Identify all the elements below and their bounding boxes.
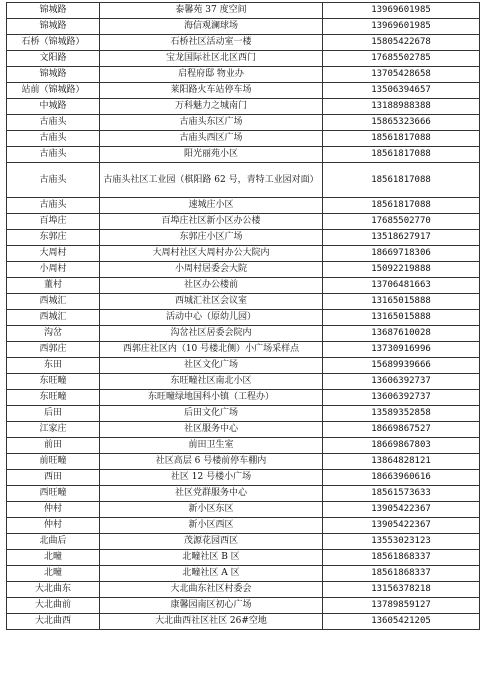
location-cell: 北疃社区 B 区 bbox=[100, 550, 323, 566]
community-cell: 西郭庄 bbox=[7, 342, 100, 358]
table-row bbox=[7, 438, 480, 454]
table-row bbox=[7, 614, 480, 630]
phone-cell: 18561817088 bbox=[323, 163, 480, 198]
table-row bbox=[7, 51, 480, 67]
location-cell: 社区文化广场 bbox=[100, 358, 323, 374]
table-row bbox=[7, 99, 480, 115]
location-cell: 阳光丽苑小区 bbox=[100, 147, 323, 163]
location-cell: 前田卫生室 bbox=[100, 438, 323, 454]
community-cell: 大北曲东 bbox=[7, 582, 100, 598]
table-row bbox=[7, 230, 480, 246]
document-page bbox=[6, 2, 476, 630]
table-row bbox=[7, 422, 480, 438]
location-cell: 启程府邸 物业办 bbox=[100, 67, 323, 83]
table-row bbox=[7, 326, 480, 342]
community-cell: 古庙头 bbox=[7, 115, 100, 131]
table-row bbox=[7, 534, 480, 550]
phone-cell: 13606392737 bbox=[323, 374, 480, 390]
phone-cell: 17685502785 bbox=[323, 51, 480, 67]
community-cell: 西城汇 bbox=[7, 310, 100, 326]
table-row bbox=[7, 454, 480, 470]
community-cell: 西旺疃 bbox=[7, 486, 100, 502]
phone-cell: 13730916996 bbox=[323, 342, 480, 358]
location-cell: 社区高层 6 号楼前停车棚内 bbox=[100, 454, 323, 470]
phone-cell: 18561817088 bbox=[323, 198, 480, 214]
location-cell: 万科魅力之城南门 bbox=[100, 99, 323, 115]
community-cell: 锦城路 bbox=[7, 19, 100, 35]
location-cell: 西城汇社区会议室 bbox=[100, 294, 323, 310]
phone-cell: 13506394657 bbox=[323, 83, 480, 99]
table-row bbox=[7, 214, 480, 230]
phone-cell: 15092219888 bbox=[323, 262, 480, 278]
community-cell: 前田 bbox=[7, 438, 100, 454]
community-cell: 仲村 bbox=[7, 518, 100, 534]
table-row bbox=[7, 278, 480, 294]
location-cell: 新小区西区 bbox=[100, 518, 323, 534]
location-cell: 莱阳路火车站停车场 bbox=[100, 83, 323, 99]
community-cell: 锦城路 bbox=[7, 67, 100, 83]
phone-cell: 18669718306 bbox=[323, 246, 480, 262]
community-cell: 古庙头 bbox=[7, 131, 100, 147]
community-cell: 江家庄 bbox=[7, 422, 100, 438]
phone-cell: 18669867527 bbox=[323, 422, 480, 438]
table-row bbox=[7, 83, 480, 99]
location-cell: 社区 12 号楼小广场 bbox=[100, 470, 323, 486]
phone-cell: 13687610028 bbox=[323, 326, 480, 342]
phone-cell: 13188988388 bbox=[323, 99, 480, 115]
phone-cell: 13789859127 bbox=[323, 598, 480, 614]
table-body bbox=[7, 3, 480, 630]
community-cell: 古庙头 bbox=[7, 198, 100, 214]
phone-cell: 13969601985 bbox=[323, 19, 480, 35]
location-cell: 北疃社区 A 区 bbox=[100, 566, 323, 582]
community-cell: 后田 bbox=[7, 406, 100, 422]
phone-cell: 18561868337 bbox=[323, 566, 480, 582]
community-cell: 西城汇 bbox=[7, 294, 100, 310]
sampling-points-table bbox=[6, 2, 480, 630]
location-cell: 社区党群服务中心 bbox=[100, 486, 323, 502]
community-cell: 东旺疃 bbox=[7, 390, 100, 406]
table-row bbox=[7, 3, 480, 19]
community-cell: 大周村 bbox=[7, 246, 100, 262]
table-row bbox=[7, 310, 480, 326]
table-row bbox=[7, 35, 480, 51]
community-cell: 东田 bbox=[7, 358, 100, 374]
community-cell: 小周村 bbox=[7, 262, 100, 278]
table-row bbox=[7, 582, 480, 598]
table-row bbox=[7, 262, 480, 278]
location-cell: 沟岔社区居委会院内 bbox=[100, 326, 323, 342]
location-cell: 小周村居委会大院 bbox=[100, 262, 323, 278]
community-cell: 站前（锦城路） bbox=[7, 83, 100, 99]
phone-cell: 13605421205 bbox=[323, 614, 480, 630]
table-row bbox=[7, 163, 480, 198]
phone-cell: 17685502770 bbox=[323, 214, 480, 230]
table-row bbox=[7, 598, 480, 614]
location-cell: 古庙头社区工业园（棋阳路 62 号，青特工业园对面） bbox=[100, 163, 323, 198]
table-row bbox=[7, 390, 480, 406]
table-row bbox=[7, 19, 480, 35]
community-cell: 北曲后 bbox=[7, 534, 100, 550]
table-row bbox=[7, 198, 480, 214]
community-cell: 仲村 bbox=[7, 502, 100, 518]
phone-cell: 15805422678 bbox=[323, 35, 480, 51]
table-row bbox=[7, 406, 480, 422]
community-cell: 前旺疃 bbox=[7, 454, 100, 470]
table-row bbox=[7, 550, 480, 566]
table-row bbox=[7, 502, 480, 518]
community-cell: 古庙头 bbox=[7, 163, 100, 198]
phone-cell: 15865323666 bbox=[323, 115, 480, 131]
location-cell: 大北曲西社区社区 26#空地 bbox=[100, 614, 323, 630]
table-row bbox=[7, 486, 480, 502]
location-cell: 速城庄小区 bbox=[100, 198, 323, 214]
location-cell: 石桥社区活动室一楼 bbox=[100, 35, 323, 51]
location-cell: 西郭庄社区内（10 号楼北侧）小广场采样点 bbox=[100, 342, 323, 358]
table-row bbox=[7, 566, 480, 582]
phone-cell: 13969601985 bbox=[323, 3, 480, 19]
location-cell: 社区办公楼前 bbox=[100, 278, 323, 294]
location-cell: 古庙头东区广场 bbox=[100, 115, 323, 131]
community-cell: 北疃 bbox=[7, 566, 100, 582]
location-cell: 泰馨苑 37 度空间 bbox=[100, 3, 323, 19]
table-row bbox=[7, 294, 480, 310]
phone-cell: 13905422367 bbox=[323, 518, 480, 534]
location-cell: 海信观澜球场 bbox=[100, 19, 323, 35]
location-cell: 活动中心（原幼儿园） bbox=[100, 310, 323, 326]
phone-cell: 13156378218 bbox=[323, 582, 480, 598]
location-cell: 茂源花园西区 bbox=[100, 534, 323, 550]
table-row bbox=[7, 147, 480, 163]
location-cell: 后田文化广场 bbox=[100, 406, 323, 422]
phone-cell: 18561817088 bbox=[323, 147, 480, 163]
location-cell: 东郭庄小区广场 bbox=[100, 230, 323, 246]
community-cell: 董村 bbox=[7, 278, 100, 294]
location-cell: 古庙头西区广场 bbox=[100, 131, 323, 147]
location-cell: 百埠庄社区新小区办公楼 bbox=[100, 214, 323, 230]
location-cell: 东旺疃社区南北小区 bbox=[100, 374, 323, 390]
table-row bbox=[7, 374, 480, 390]
community-cell: 文阳路 bbox=[7, 51, 100, 67]
phone-cell: 13705428658 bbox=[323, 67, 480, 83]
table-row bbox=[7, 115, 480, 131]
location-cell: 大北曲东社区村委会 bbox=[100, 582, 323, 598]
community-cell: 百埠庄 bbox=[7, 214, 100, 230]
table-row bbox=[7, 358, 480, 374]
community-cell: 东郭庄 bbox=[7, 230, 100, 246]
community-cell: 东旺疃 bbox=[7, 374, 100, 390]
phone-cell: 18561573633 bbox=[323, 486, 480, 502]
location-cell: 社区服务中心 bbox=[100, 422, 323, 438]
phone-cell: 18669867803 bbox=[323, 438, 480, 454]
location-cell: 东旺疃绿地国科小镇（工程办） bbox=[100, 390, 323, 406]
phone-cell: 13165015888 bbox=[323, 294, 480, 310]
phone-cell: 13606392737 bbox=[323, 390, 480, 406]
phone-cell: 13165015888 bbox=[323, 310, 480, 326]
community-cell: 中城路 bbox=[7, 99, 100, 115]
community-cell: 大北曲前 bbox=[7, 598, 100, 614]
phone-cell: 18561817088 bbox=[323, 131, 480, 147]
table-row bbox=[7, 470, 480, 486]
phone-cell: 13518627917 bbox=[323, 230, 480, 246]
phone-cell: 15689939666 bbox=[323, 358, 480, 374]
table-row bbox=[7, 342, 480, 358]
community-cell: 西田 bbox=[7, 470, 100, 486]
community-cell: 北疃 bbox=[7, 550, 100, 566]
table-row bbox=[7, 67, 480, 83]
phone-cell: 13864828121 bbox=[323, 454, 480, 470]
location-cell: 大周村社区大周村办公大院内 bbox=[100, 246, 323, 262]
location-cell: 宝龙国际社区北区西门 bbox=[100, 51, 323, 67]
phone-cell: 18561868337 bbox=[323, 550, 480, 566]
table-row bbox=[7, 131, 480, 147]
location-cell: 新小区东区 bbox=[100, 502, 323, 518]
community-cell: 石桥（锦城路） bbox=[7, 35, 100, 51]
phone-cell: 18663960616 bbox=[323, 470, 480, 486]
phone-cell: 13553023123 bbox=[323, 534, 480, 550]
community-cell: 古庙头 bbox=[7, 147, 100, 163]
phone-cell: 13706481663 bbox=[323, 278, 480, 294]
community-cell: 锦城路 bbox=[7, 3, 100, 19]
table-row bbox=[7, 518, 480, 534]
phone-cell: 13589352858 bbox=[323, 406, 480, 422]
community-cell: 大北曲西 bbox=[7, 614, 100, 630]
phone-cell: 13905422367 bbox=[323, 502, 480, 518]
table-row bbox=[7, 246, 480, 262]
community-cell: 沟岔 bbox=[7, 326, 100, 342]
location-cell: 康馨园南区初心广场 bbox=[100, 598, 323, 614]
